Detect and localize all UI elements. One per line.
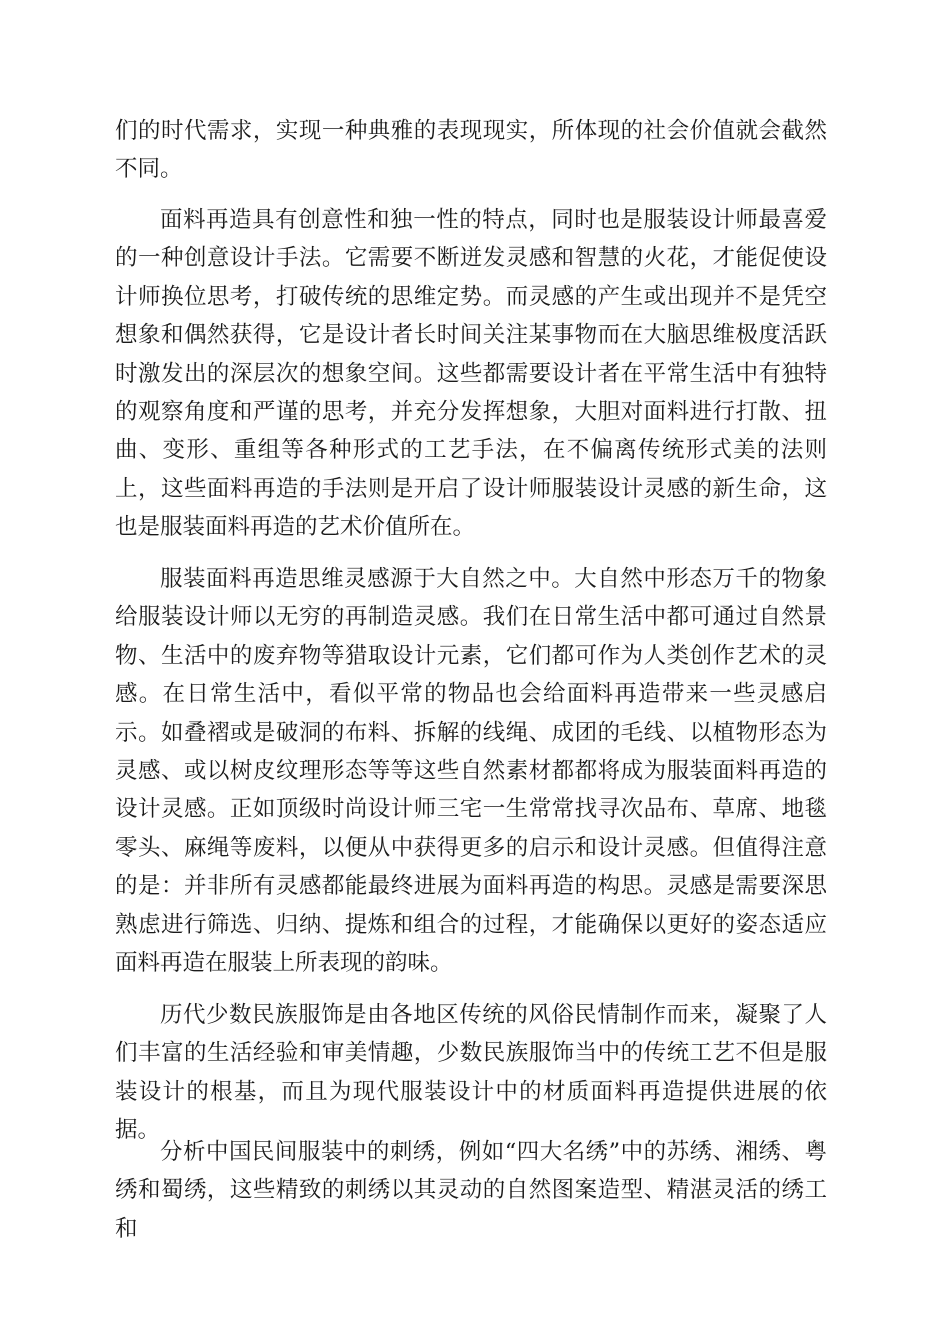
paragraph-nature-inspiration: 服装面料再造思维灵感源于大自然之中。大自然中形态万千的物象给服装设计师以无穷的再制造灵感。我们在日常生活中都可通过自然景物、生活中的废弃物等猎取设计元素，它们都可作为人类创作艺术的灵感。在日常生活中，看似平常的物品也会给面料再造带来一些灵感启示。如叠褶或是破洞的布料、拆解的线绳、成团的毛线、以植物形态为灵感、或以树皮纹理形态等等这些自然素材都都将成为服装面料再造的设计灵感。正如顶级时尚设计师三宅一生常常找寻次品布、草席、地毯零头、麻绳等废料，以便从中获得更多的启示和设计灵感。但值得注意的是：并非所有灵感都能最终进展为面料再造的构思。灵感是需要深思熟虑进行筛选、归纳、提炼和组合的过程，才能确保以更好的姿态适应面料再造在服装上所表现的韵味。 [115, 566, 827, 977]
paragraph-fabric-recreation: 面料再造具有创意性和独一性的特点，同时也是服装设计师最喜爱的一种创意设计手法。它需要不断迸发灵感和智慧的火花，才能促使设计师换位思考，打破传统的思维定势。而灵感的产生或出现并不是凭空想象和偶然获得，它是设计者长时间关注某事物而在大脑思维极度活跃时激发出的深层次的想象空间。这些都需要设计者在平常生活中有独特的观察角度和严谨的思考，并充分发挥想象，大胆对面料进行打散、扭曲、变形、重组等各种形式的工艺手法，在不偏离传统形式美的法则上，这些面料再造的手法则是开启了设计师服装设计灵感的新生命，这也是服装面料再造的艺术价值所在。 [115, 207, 827, 541]
paragraph-ethnic-costume: 历代少数民族服饰是由各地区传统的风俗民情制作而来，凝聚了人们丰富的生活经验和审美情趣，少数民族服饰当中的传统工艺不但是服装设计的根基，而且为现代服装设计中的材质面料再造提供进展的依据。 [115, 1002, 827, 1144]
paragraph-continuation: 们的时代需求，实现一种典雅的表现现实，所体现的社会价值就会截然不同。 [115, 118, 827, 183]
paragraph-embroidery: 分析中国民间服装中的刺绣，例如“四大名绣”中的苏绣、湘绣、粤绣和蜀绣，这些精致的刺绣以其灵动的自然图案造型、精湛灵活的绣工和 [115, 1139, 827, 1242]
